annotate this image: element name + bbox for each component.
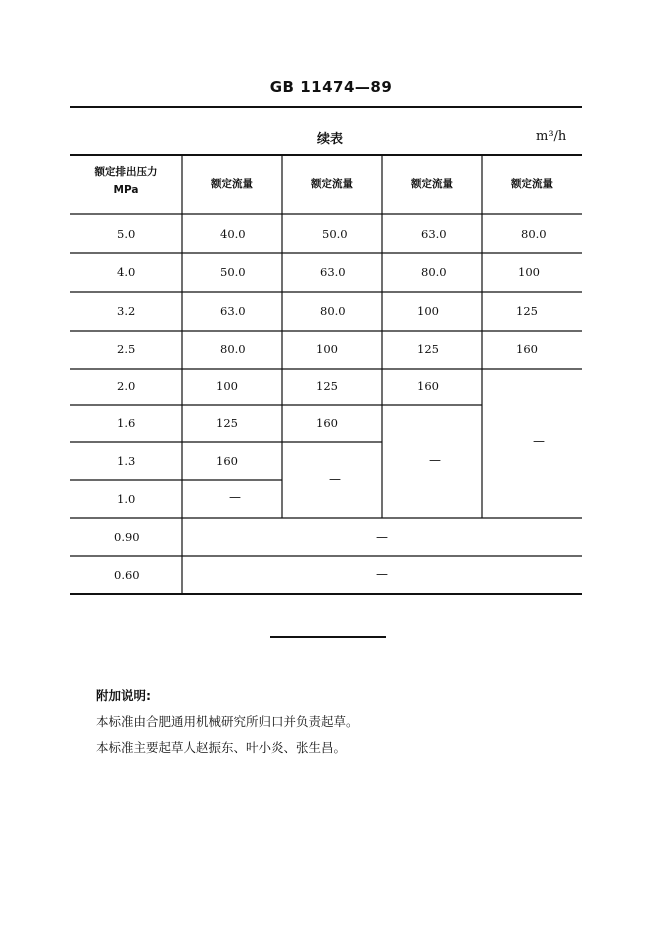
pressure-cell: 1.0: [117, 492, 136, 506]
flow-cell: 50.0: [322, 227, 348, 241]
flow-header-1: 额定流量: [211, 178, 253, 190]
flow-cell: 100: [316, 342, 338, 356]
flow-cell: 160: [516, 342, 538, 356]
section-divider: [270, 636, 386, 638]
dash-cell: —: [229, 490, 241, 504]
flow-cell: 63.0: [320, 265, 346, 279]
notes-line: 本标准由合肥通用机械研究所归口并负责起草。: [96, 714, 359, 729]
flow-cell: 100: [518, 265, 540, 279]
flow-cell: 80.0: [220, 342, 246, 356]
notes-line: 本标准主要起草人赵振东、叶小炎、张生昌。: [96, 740, 347, 755]
flow-cell: 160: [216, 454, 238, 468]
flow-cell: 125: [516, 304, 538, 318]
pressure-cell: 2.5: [117, 342, 136, 356]
pressure-cell: 0.90: [114, 530, 140, 544]
flow-cell: 80.0: [320, 304, 346, 318]
flow-cell: 160: [417, 379, 439, 393]
dash-cell: —: [429, 453, 441, 467]
pressure-cell: 1.3: [117, 454, 136, 468]
pressure-cell: 3.2: [117, 304, 136, 318]
pressure-cell: 1.6: [117, 416, 136, 430]
flow-cell: 80.0: [521, 227, 547, 241]
pressure-cell: 5.0: [117, 227, 136, 241]
flow-cell: 125: [316, 379, 338, 393]
pressure-header: [70, 163, 182, 199]
table-unit: m³/h: [536, 129, 567, 144]
pressure-cell: 0.60: [114, 568, 140, 582]
dash-cell: —: [376, 530, 388, 544]
pressure-header-unit: MPa: [113, 184, 139, 196]
flow-cell: 40.0: [220, 227, 246, 241]
flow-cell: 125: [417, 342, 439, 356]
flow-cell: 100: [417, 304, 439, 318]
pressure-cell: 2.0: [117, 379, 136, 393]
standard-number-header: GB 11474—89: [269, 78, 393, 96]
additional-notes: [96, 683, 359, 761]
flow-cell: 80.0: [421, 265, 447, 279]
flow-cell: 63.0: [421, 227, 447, 241]
pressure-cell: 4.0: [117, 265, 136, 279]
dash-cell: —: [329, 472, 341, 486]
flow-header-4: 额定流量: [511, 178, 553, 190]
flow-cell: 125: [216, 416, 238, 430]
pressure-header-label: 额定排出压力: [94, 166, 158, 178]
dash-cell: —: [376, 567, 388, 581]
flow-cell: 50.0: [220, 265, 246, 279]
table-caption: 续表: [316, 132, 343, 147]
dash-cell: —: [533, 434, 545, 448]
flow-cell: 100: [216, 379, 238, 393]
flow-cell: 160: [316, 416, 338, 430]
notes-title: 附加说明:: [96, 688, 151, 703]
flow-header-3: 额定流量: [411, 178, 453, 190]
flow-cell: 63.0: [220, 304, 246, 318]
flow-header-2: 额定流量: [311, 178, 353, 190]
